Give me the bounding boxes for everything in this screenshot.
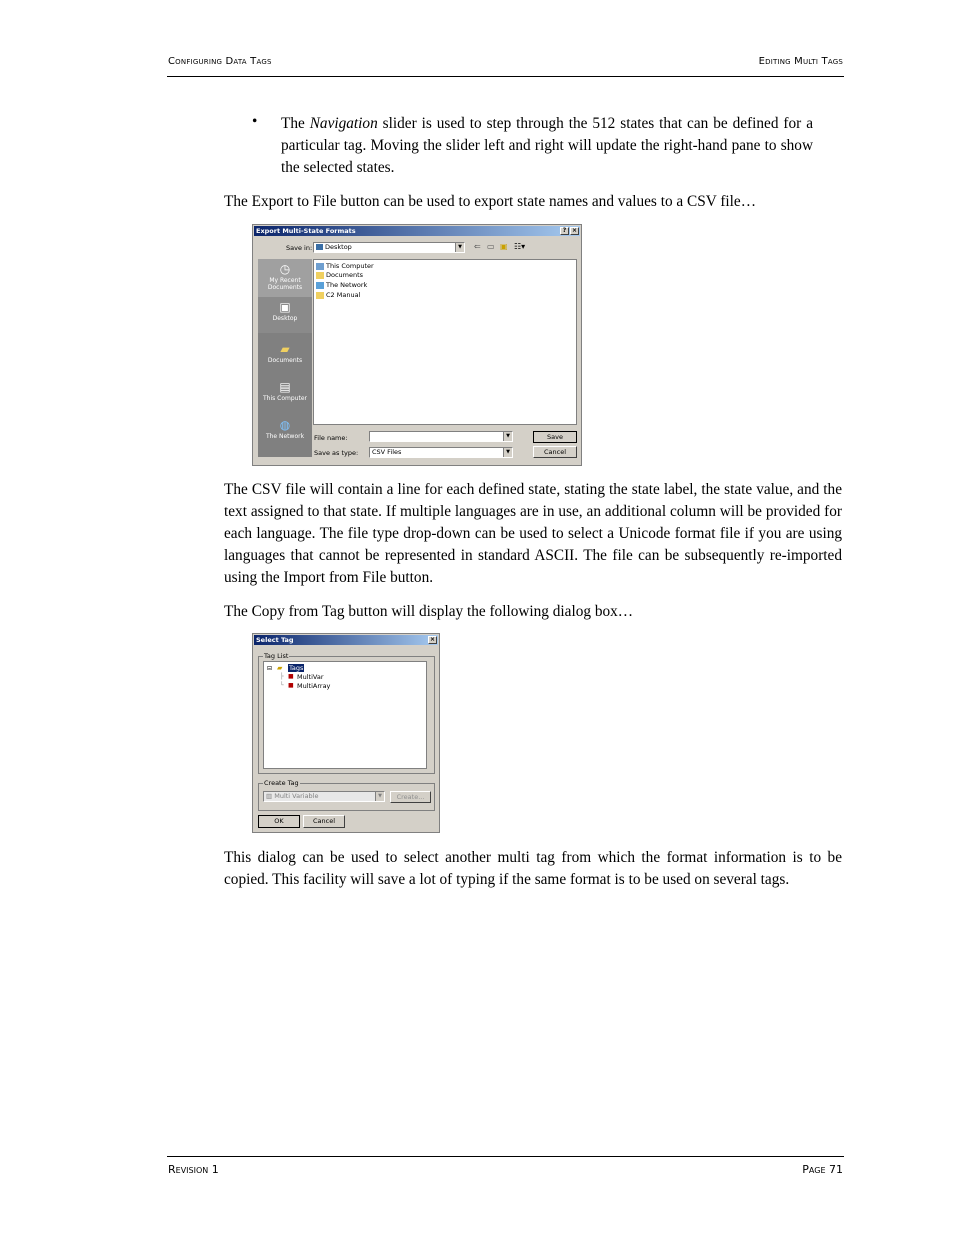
bullet-emphasis: Navigation — [309, 115, 378, 132]
header-rule — [167, 76, 844, 77]
place-desktop[interactable] — [258, 297, 312, 333]
tree-child-item[interactable]: MultiVar — [297, 673, 324, 681]
cancel-button[interactable]: Cancel — [303, 815, 345, 828]
file-name-input[interactable] — [369, 431, 513, 442]
export-dialog-title: Export Multi-State Formats — [256, 227, 356, 235]
bullet-prefix: The — [281, 115, 310, 132]
bullet-symbol: • — [252, 113, 258, 130]
multi-tag-icon: ▥ — [266, 792, 275, 800]
network-icon — [316, 282, 324, 289]
select-tag-titlebar — [254, 635, 438, 645]
list-item[interactable]: The Network — [316, 280, 367, 290]
select-tag-dialog — [252, 633, 440, 833]
list-item[interactable]: Documents — [316, 270, 363, 280]
tree-expander-icon[interactable]: ⊟ — [267, 665, 273, 672]
create-button[interactable]: Create... — [390, 791, 431, 803]
place-label: My Recent Documents — [267, 277, 303, 291]
tag-list-label: Tag List — [264, 652, 289, 660]
tree-child-item[interactable]: MultiArray — [297, 682, 331, 690]
place-label: Documents — [267, 357, 303, 364]
export-dialog — [252, 224, 582, 466]
close-button[interactable]: × — [571, 227, 578, 234]
save-type-select[interactable]: CSV Files ▼ — [369, 447, 513, 458]
running-footer-right: Page 71 — [802, 1163, 843, 1176]
new-folder-icon[interactable]: ▣ — [500, 242, 508, 251]
list-item[interactable]: C2 Manual — [316, 290, 360, 300]
network-icon: ◍ — [279, 418, 291, 432]
running-footer-left: Revision 1 — [168, 1163, 219, 1176]
running-header-left: Configuring Data Tags — [168, 56, 272, 67]
chevron-down-icon[interactable]: ▼ — [503, 448, 512, 457]
bullet-paragraph — [281, 113, 813, 179]
place-label: Desktop — [272, 315, 298, 322]
footer-rule — [167, 1156, 844, 1157]
place-documents[interactable] — [258, 339, 312, 377]
chevron-down-icon[interactable]: ▼ — [375, 792, 384, 801]
list-item[interactable]: This Computer — [316, 261, 374, 271]
save-button[interactable]: Save — [533, 431, 577, 443]
select-tag-title: Select Tag — [256, 636, 294, 644]
running-header-right: Editing Multi Tags — [758, 56, 843, 67]
back-icon[interactable]: ⇐ — [474, 242, 481, 251]
bullet-rest: slider is used to step through the 512 states that can be defined for a particular tag. Moving the slider left and right will update the right-hand pane to show the selected states. — [281, 115, 813, 176]
export-intro-paragraph: The Export to File button can be used to export state names and values to a CSV file… — [224, 193, 757, 210]
place-label: This Computer — [263, 395, 307, 402]
copy-intro-paragraph: The Copy from Tag button will display the following dialog box… — [224, 603, 634, 620]
recent-documents-icon: ◷ — [279, 262, 291, 276]
place-recent-documents[interactable] — [258, 259, 312, 297]
computer-icon: ▤ — [279, 380, 291, 394]
chevron-down-icon[interactable]: ▼ — [455, 243, 464, 252]
up-folder-icon[interactable]: ▭ — [487, 242, 495, 251]
ok-button[interactable]: OK — [258, 815, 300, 828]
tree-connector: ├ └ — [280, 673, 284, 689]
multi-tag-icon: ■ — [288, 673, 294, 680]
save-in-label: Save in: — [286, 244, 313, 252]
desktop-icon: ▣ — [279, 300, 291, 314]
export-dialog-titlebar — [254, 226, 580, 236]
file-name-label: File name: — [314, 434, 348, 442]
computer-icon — [316, 263, 324, 270]
chevron-down-icon[interactable]: ▼ — [503, 432, 512, 441]
desktop-small-icon — [316, 244, 323, 250]
save-type-label: Save as type: — [314, 449, 359, 457]
documents-folder-icon: ▰ — [280, 342, 290, 356]
create-type-select[interactable]: ▥ Multi Variable ▼ — [263, 791, 385, 802]
multi-tag-icon: ■ — [288, 682, 294, 689]
documents-folder-icon — [316, 272, 324, 279]
view-menu-icon[interactable]: ☷▾ — [514, 242, 526, 251]
tree-root-item[interactable]: Tags — [289, 664, 304, 672]
create-tag-label: Create Tag — [264, 779, 299, 787]
help-button[interactable]: ? — [560, 227, 569, 235]
folder-icon: ▰ — [277, 664, 283, 672]
csv-description-paragraph: The CSV file will contain a line for each defined state, stating the state label, the state value, and the text assigned to that state. If multiple languages are in use, an additional column will be provided for each language. The file type drop-down can be used to select a Unicode format file if you are using languages that cannot be represented in standard ASCII. The file can be subsequently re-imported using the Import from File button. — [224, 481, 842, 586]
file-list[interactable] — [313, 259, 577, 425]
place-label: The Network — [265, 433, 305, 440]
save-in-value: Desktop — [325, 243, 352, 251]
place-this-computer[interactable] — [258, 377, 312, 415]
place-the-network[interactable] — [258, 415, 312, 453]
save-in-select[interactable] — [313, 242, 465, 253]
tag-tree[interactable] — [263, 661, 427, 769]
cancel-button[interactable]: Cancel — [533, 446, 577, 458]
places-bar — [258, 259, 312, 457]
folder-icon — [316, 292, 324, 299]
close-button[interactable]: × — [429, 636, 436, 643]
copy-description-paragraph: This dialog can be used to select another multi tag from which the format information is to be copied. This facility will save a lot of typing if the same format is to be used on several tags. — [224, 849, 842, 888]
